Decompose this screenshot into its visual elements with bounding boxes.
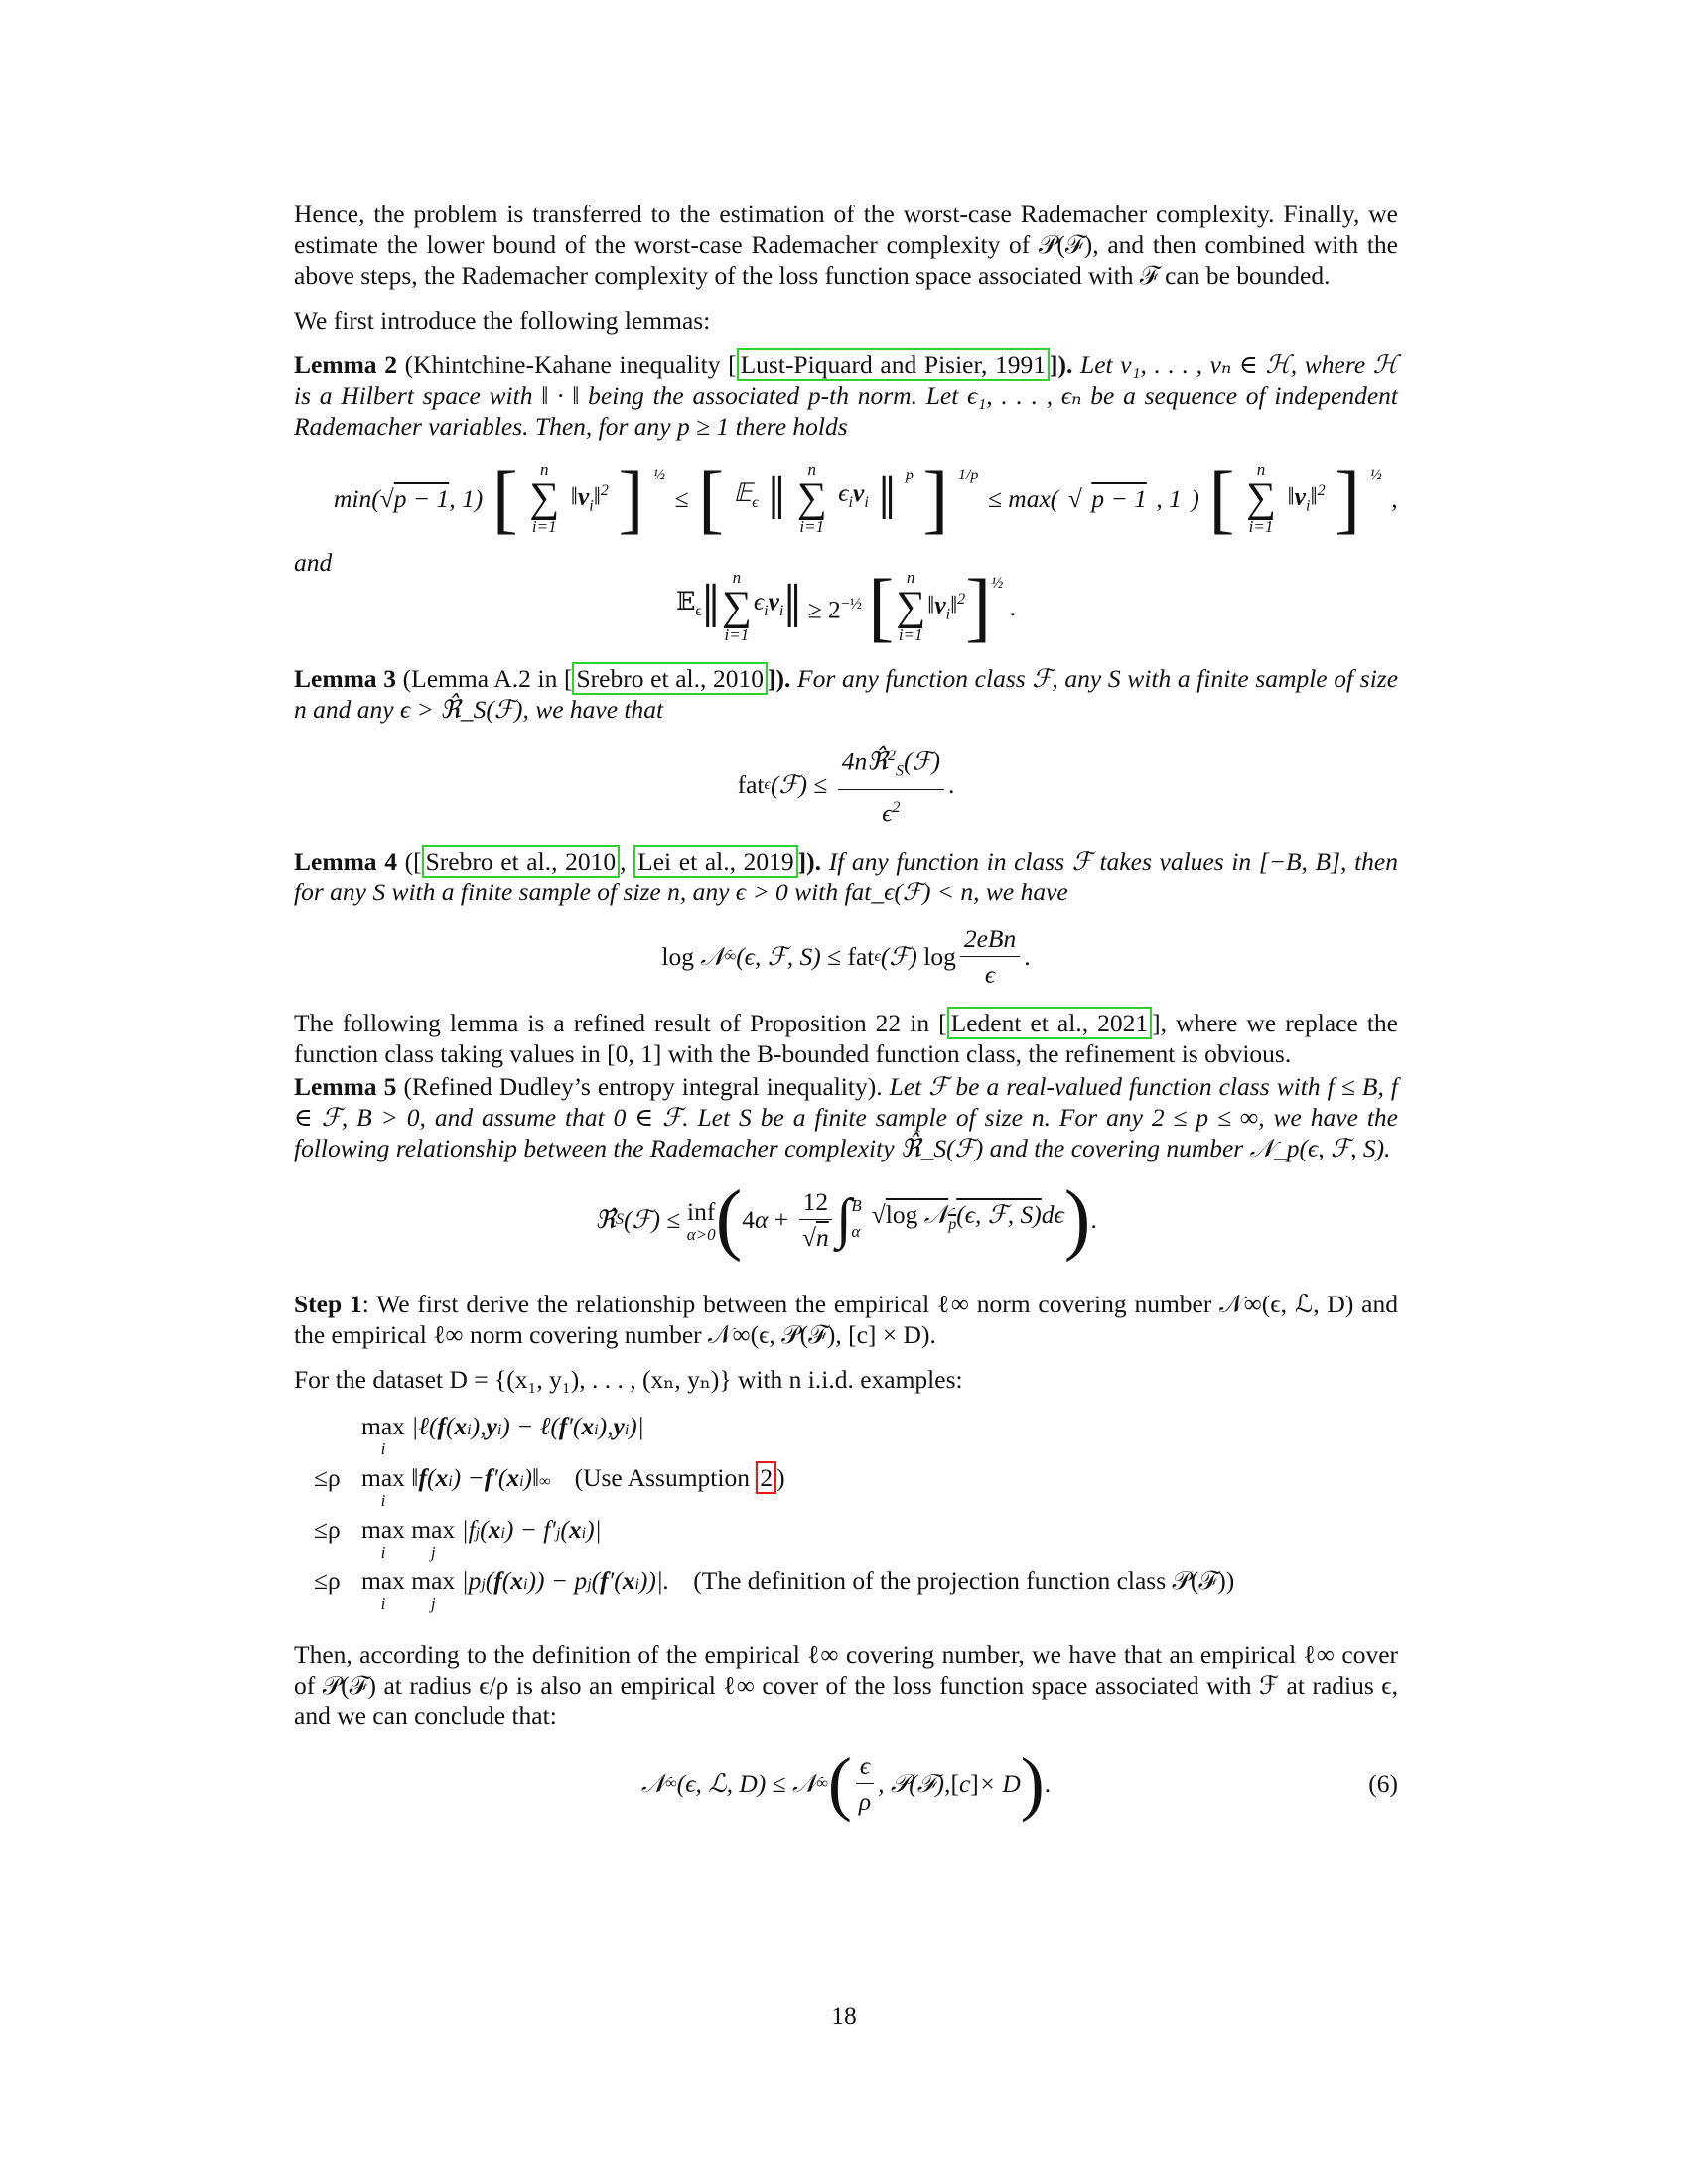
derivation-line: ≤ρ max i ‖ f ( x i ) − f ′( x i )‖ ∞ (Use Assumption 2 ) <box>314 1463 785 1511</box>
derivation-line: ≤ρ max i max j |p j ( f ( x i )) − p j ( f ′( x i ))|. (The definition of the projection function class 𝒫(ℱ)) <box>314 1567 1235 1614</box>
lemma-2-statement: Let v₁, . . . , vₙ ∈ ℋ, where ℋ is a Hilbert space with ‖ · ‖ being the associated p-th norm. Let ϵ₁, . . . , ϵₙ be a sequence of independent Rademacher variables. Then, for any p ≥ 1 there holds <box>294 350 1398 441</box>
citation-link[interactable]: Srebro et al., 2010 <box>572 662 768 695</box>
lemma-2-name-pre: (Khintchine-Kahane inequality [ <box>404 350 737 379</box>
intro-paragraph: Hence, the problem is transferred to the estimation of the worst-case Rademacher complexity. Finally, we estimate the lower bound of the worst-case Rademacher complexity of 𝒫(ℱ), and then combined with the above steps, the Rademacher complexity of the loss function space associated with ℱ can be bounded. <box>294 200 1398 290</box>
assumption-link[interactable]: 2 <box>756 1461 776 1494</box>
lemma-2-and: and <box>294 548 333 577</box>
step-1-label: Step 1 <box>294 1290 362 1319</box>
citation-link[interactable]: Ledent et al., 2021 <box>947 1007 1153 1039</box>
paper-page <box>294 199 1398 1837</box>
dudley-integral-equation: ℜ̂ S (ℱ) ≤ inf α>0 ( 4 α + $\frac{12}{√n}$ ∫ B α √log 𝒩$_p$(ϵ, ℱ, S)dϵ ) . <box>595 1175 1097 1264</box>
derivation-block <box>314 1411 1398 1617</box>
lemma-4: Lemma 4 ([ Srebro et al., 2010 , Lei et al., 2019 ]). If any function in class ℱ takes values in [−B, B], then for any S with a finite sample of size n, any ϵ > 0 with fat_ϵ(ℱ) < n, we have <box>294 847 1398 907</box>
derivation-line: max i |ℓ( f ( x i ), y i ) − ℓ( f ′( x i ), y i )| <box>361 1412 644 1459</box>
refined-lemma-paragraph: The following lemma is a refined result of Proposition 22 in [ Ledent et al., 2021 ], where we replace the function class taking values in [0, 1] with the B-bounded function class, the refinement is obvious. <box>294 1009 1398 1069</box>
covering-fat-equation: log 𝒩 ∞ (ϵ, ℱ, S) ≤ fat ϵ (ℱ) log $\frac{\text{2eBn}}{\epsilon}$ . <box>661 924 1031 990</box>
khintchine-equation: min(√p − 1, 1) [ n ∑ i=1 $‖v_i‖^2$ ] $^{\frac{1}{2}}$ ≤ [ 𝔼$_\epsilon$ ‖ n ∑ i=1 $\epsilon_iv_i$ ‖ $^p$ ] $^{1/p}$ ≤ max( √ p − 1 , 1 ) [ n ∑ i=1 $‖v_i‖^2$ ] $^{\frac{1}{2}}$ , <box>334 455 1398 541</box>
lemma-3: Lemma 3 (Lemma A.2 in [ Srebro et al., 2010 ]). For any function class ℱ, any S with a finite sample of size n and any ϵ > ℜ̂_S(ℱ), we have that <box>294 664 1399 724</box>
citation-link[interactable]: Lei et al., 2019 <box>633 845 798 878</box>
lemma-5-statement: Let ℱ be a real-valued function class with f ≤ B, f ∈ ℱ, B > 0, and assume that 0 ∈ ℱ. Let S be a finite sample of size n. For any 2 ≤ p ≤ ∞, we have the following relationship between the Rademacher complexity ℜ̂_S(ℱ) and the covering number 𝒩_p(ϵ, ℱ, S). <box>294 1072 1398 1163</box>
khintchine-lower-bound-equation: 𝔼$_\epsilon$ ‖ n ∑ i=1 $\epsilon_iv_i$ ‖ ≥ $2^{-\frac{1}{2}}$ [ n ∑ i=1 $‖v_i‖^2$ ] $^{\frac{1}{2}}$ . <box>675 563 1017 649</box>
lemma-5: Lemma 5 (Refined Dudley’s entropy integral inequality). Let ℱ be a real-valued function class with f ≤ B, f ∈ ℱ, B > 0, and assume that 0 ∈ ℱ. Let S be a finite sample of size n. For any 2 ≤ p ≤ ∞, we have the following relationship between the Rademacher complexity ℜ̂_S(ℱ) and the covering number 𝒩_p(ϵ, ℱ, S). <box>294 1072 1398 1163</box>
derivation-line: ≤ρ max i max j |f j ( x i ) − f′ j ( x i )| <box>314 1515 602 1563</box>
page-number: 18 <box>831 2001 857 2030</box>
conclusion-paragraph: Then, according to the definition of the empirical ℓ∞ covering number, we have that an empirical ℓ∞ cover of 𝒫(ℱ) at radius ϵ/ρ is also an empirical ℓ∞ cover of the loss function space associated with ℱ at radius ϵ, and we can conclude that: <box>294 1640 1398 1731</box>
citation-link[interactable]: Srebro et al., 2010 <box>422 845 621 878</box>
lemma-3-label: Lemma 3 <box>294 664 396 693</box>
equation-number: (6) <box>1368 1768 1398 1798</box>
lemma-2: Lemma 2 (Khintchine-Kahane inequality [ Lust-Piquard and Pisier, 1991 ]). Let v₁, . . . , vₙ ∈ ℋ, where ℋ is a Hilbert space with ‖ · ‖ being the associated p-th norm. Let ϵ₁, . . . , ϵₙ be a sequence of independent Rademacher variables. Then, for any p ≥ 1 there holds <box>294 350 1398 441</box>
intro-lemmas-line: We first introduce the following lemmas: <box>294 306 711 335</box>
lemma-5-label: Lemma 5 <box>294 1072 397 1102</box>
step-1-paragraph: Step 1: We first derive the relationship between the empirical ℓ∞ norm covering number 𝒩∞(ϵ, ℒ, D) and the empirical ℓ∞ norm covering number 𝒩∞(ϵ, 𝒫(ℱ), [c] × D). <box>294 1290 1398 1350</box>
lemma-2-label: Lemma 2 <box>294 350 397 379</box>
lemma-4-statement: If any function in class ℱ takes values in [−B, B], then for any S with a finite sample of size n, any ϵ > 0 with fat_ϵ(ℱ) < n, we have <box>294 847 1398 907</box>
citation-link[interactable]: Lust-Piquard and Pisier, 1991 <box>737 348 1050 381</box>
dataset-line: For the dataset D = {(x₁, y₁), . . . , (xₙ, yₙ)} with n i.i.d. examples: <box>294 1365 963 1395</box>
lemma-3-statement: For any function class ℱ, any S with a finite sample of size n and any ϵ > ℜ̂_S(ℱ), we have that <box>294 664 1399 724</box>
equation-6: 𝒩 ∞ (ϵ, ℒ, D) ≤ 𝒩 ∞ ( $\frac{\epsilon}{\rho}$ , 𝒫(ℱ), [ c ] × D ) . (6) <box>640 1743 1398 1824</box>
lemma-4-label: Lemma 4 <box>294 847 397 877</box>
fat-shattering-equation: fat ϵ (ℱ) ≤ $\frac{4nℜ̂^2_S(ℱ)}{\epsilon^2}$ . <box>294 741 1398 828</box>
